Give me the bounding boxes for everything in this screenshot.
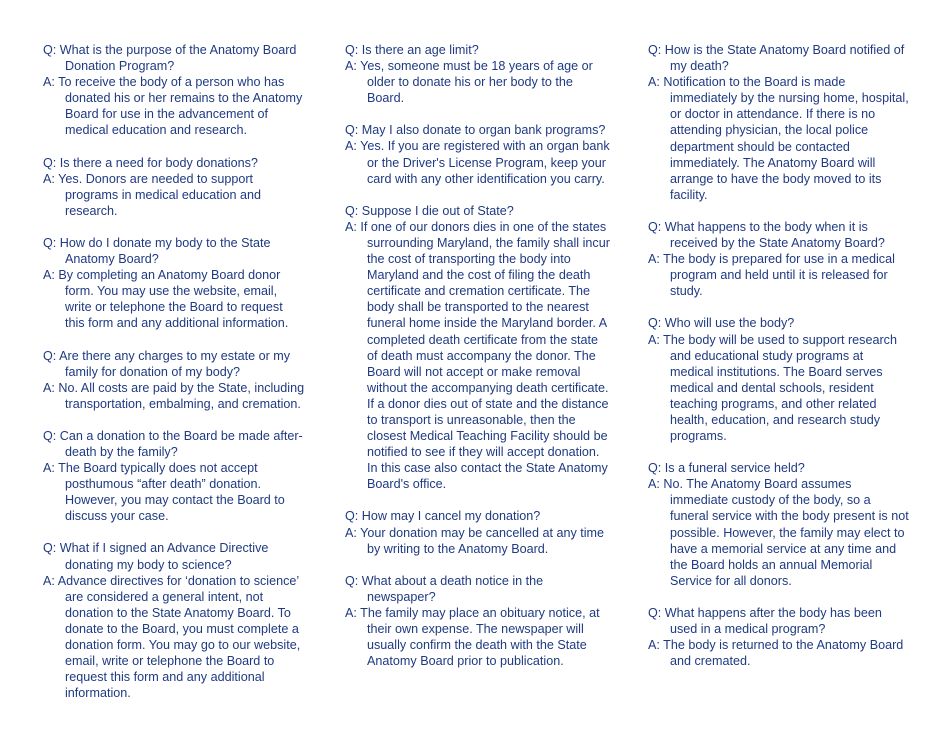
answer: [345, 219, 610, 493]
question: Q: Can a donation to the Board be made after-death by the family?: [43, 428, 303, 459]
answer: A: Yes. If you are registered with an organ bank or the Driver's License Program, keep your card with any other identification you carry.: [345, 139, 610, 186]
question: Q: Are there any charges to my estate or my family for donation of my body?: [43, 348, 291, 379]
faq-item: [345, 573, 610, 670]
faq-column-3: [648, 42, 910, 685]
question: Q: How may I cancel my donation?: [345, 509, 541, 524]
faq-item: [43, 235, 305, 332]
faq-column-1: [43, 42, 305, 717]
answer: A: Yes. Donors are needed to support programs in medical education and research.: [43, 171, 262, 218]
question: Q: What happens after the body has been used in a medical program?: [648, 605, 882, 636]
answer: A: Your donation may be cancelled at any time by writing to the Anatomy Board.: [345, 525, 605, 556]
faq-item: [43, 348, 305, 412]
faq-item: [345, 42, 610, 106]
answer: A: The body is prepared for use in a medical program and held until it is released for study.: [648, 252, 895, 299]
answer-text: A: If one of our donors dies in one of the states surrounding Maryland, the family shall incur the cost of transporting the body into Maryland and the cost of filing the death certificate and cremation certificate. The body shall be transported to the nearest funeral home inside the Maryland border. A completed death certificate from the state of death must accompany the donor. The Board will not accept or make removal without the accompanying death certificate.: [345, 219, 610, 395]
faq-item: [648, 460, 910, 589]
answer: A: No. The Anatomy Board assumes immediate custody of the body, so a funeral service with the body present is not possible. However, the family may elect to have a memorial service at any time and the Board holds an annual Memorial Service for all donors.: [648, 477, 909, 588]
answer: A: No. All costs are paid by the State, including transportation, embalming, and cremation.: [43, 380, 305, 411]
answer: A: Advance directives for ‘donation to science’ are considered a general intent, not donation to the State Anatomy Board. To donate to the Board, you must complete a donation form. You may go to our website, email, write or telephone the Board to request this form and any additional information.: [43, 573, 301, 701]
answer: A: To receive the body of a person who has donated his or her remains to the Anatomy Board for use in the advancement of medical education and research.: [43, 75, 303, 138]
faq-item: [345, 508, 610, 556]
faq-item: [43, 155, 305, 219]
answer: A: The family may place an obituary notice, at their own expense. The newspaper will usually confirm the death with the State Anatomy Board prior to publication.: [345, 605, 600, 669]
answer: A: Yes, someone must be 18 years of age or older to donate his or her body to the Board.: [345, 59, 593, 106]
question: Q: What about a death notice in the newspaper?: [345, 573, 544, 604]
faq-item: [43, 42, 305, 139]
answer: A: By completing an Anatomy Board donor form. You may use the website, email, write or telephone the Board to request this form and any additional information.: [43, 268, 289, 331]
question: Q: What happens to the body when it is received by the State Anatomy Board?: [648, 219, 885, 251]
question: Q: May I also donate to organ bank programs?: [345, 123, 606, 138]
question: Q: How is the State Anatomy Board notified of my death?: [648, 43, 905, 74]
faq-item: [648, 219, 910, 299]
faq-item: [345, 122, 610, 186]
faq-item: [648, 42, 910, 203]
faq-item: [648, 605, 910, 669]
question: Q: Is there a need for body donations?: [43, 155, 258, 170]
faq-column-2: [345, 42, 610, 685]
faq-item: [648, 315, 910, 444]
answer-continuation: If a donor dies out of state and the distance to transport is unreasonable, then the closest Medical Teaching Facility should be notified to see if they will accept donation. In this case also contact the State Anatomy Board's office.: [367, 396, 609, 492]
question: Q: What if I signed an Advance Directive donating my body to science?: [43, 541, 269, 572]
answer: A: Notification to the Board is made immediately by the nursing home, hospital, or doctor in attendance. If there is no attending physician, the local police department should be contacted immediately. The Anatomy Board will arrange to have the body moved to its facility.: [648, 75, 909, 202]
answer: A: The body will be used to support research and educational study programs at medical institutions. The Board serves medical and dental schools, resident teaching programs, and other related health, education, and research study programs.: [648, 332, 897, 444]
question: Q: Is a funeral service held?: [648, 461, 805, 476]
answer: A: The body is returned to the Anatomy Board and cremated.: [648, 638, 904, 669]
question: Q: How do I donate my body to the State Anatomy Board?: [43, 235, 271, 267]
question: Q: Is there an age limit?: [345, 43, 479, 57]
answer: A: The Board typically does not accept posthumous “after death” donation. However, you may contact the Board to discuss your case.: [43, 461, 285, 524]
faq-item: [345, 203, 610, 493]
faq-item: [43, 428, 305, 525]
question: Q: What is the purpose of the Anatomy Board Donation Program?: [43, 43, 297, 74]
question: Q: Suppose I die out of State?: [345, 203, 514, 218]
faq-item: [43, 540, 305, 701]
question: Q: Who will use the body?: [648, 316, 795, 331]
